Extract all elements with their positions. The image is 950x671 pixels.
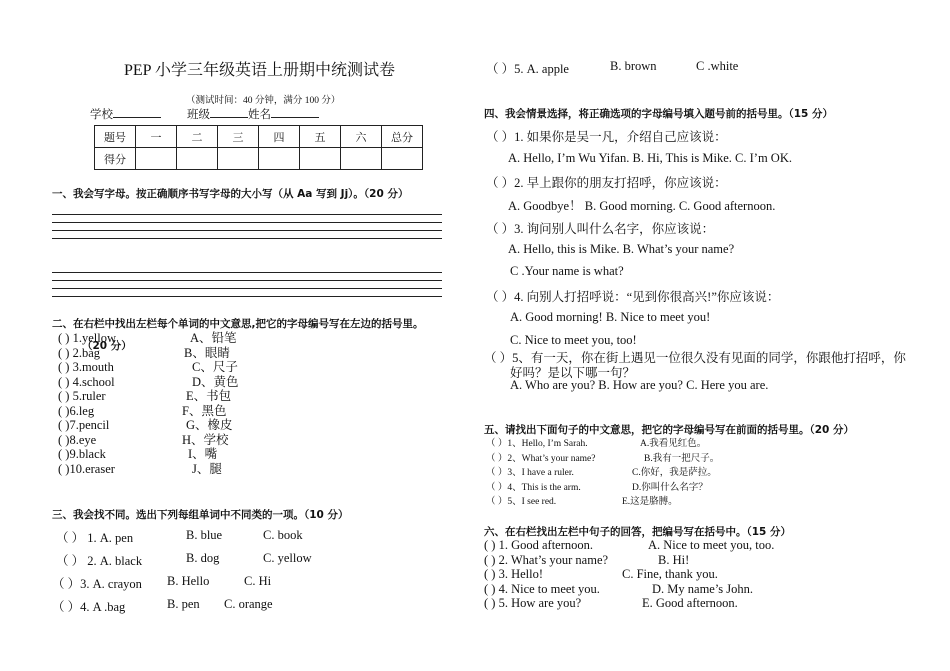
list-item: B.我有一把尺子。 [644, 453, 720, 464]
question-stem: （ ）1. 如果你是吴一凡，介绍自己应该说： [486, 130, 727, 144]
class-label: 班级 [187, 109, 210, 121]
section-2-left-list [58, 331, 116, 476]
list-item: ( ) 3.mouth [58, 360, 114, 374]
score-header-cell: 题号 [95, 126, 136, 148]
list-item: D. My name’s John. [652, 581, 754, 596]
score-table [94, 125, 423, 170]
list-item: C. Fine, thank you. [622, 567, 718, 581]
section-5-heading: 五、请找出下面句子的中文意思，把它的字母编号写在前面的括号里。（20 分） [484, 424, 855, 436]
list-item: ( ) 1. Good afternoon. [484, 538, 593, 552]
score-header-cell: 四 [259, 126, 300, 148]
list-item: ( ) 5.ruler [58, 389, 106, 403]
list-item: A. Nice to meet you, too. [648, 538, 775, 552]
option: C .white [696, 59, 739, 73]
question-stem-cont: 好吗？是以下哪一句？ [510, 366, 636, 380]
score-header-cell: 六 [341, 126, 382, 148]
list-item: A、铅笔 [190, 331, 237, 345]
list-item: ( ) 1.yellow [58, 331, 116, 345]
list-item: J、腿 [192, 461, 222, 476]
options-line: A. Good morning! B. Nice to meet you! [510, 310, 711, 324]
option: B. pen [167, 597, 200, 611]
score-header-cell: 二 [177, 126, 218, 148]
student-fields [90, 106, 319, 122]
score-header-cell: 三 [218, 126, 259, 148]
exam-info: （测试时间：40 分钟，满分 100 分） [186, 96, 341, 106]
list-item: （ ）3、I have a ruler. [486, 468, 574, 479]
list-item: ( ) 3. Hello! [484, 567, 544, 581]
list-item: C.你好，我是萨拉。 [632, 468, 717, 479]
option: B. Hello [167, 574, 210, 588]
question-stem: （ ）3. A. crayon [52, 577, 142, 591]
list-item: G、橡皮 [186, 418, 233, 432]
name-blank[interactable] [271, 117, 319, 118]
options-line: A. Hello, this is Mike. B. What’s your name? [508, 242, 735, 256]
question-stem: （ ）5、有一天，你在街上遇见一位很久没有见面的同学，你跟他打招呼，你 [484, 351, 906, 365]
score-cell[interactable] [300, 148, 341, 170]
section-6-heading: 六、在右栏找出左栏中句子的回答，把编号写在括号中。（15 分） [484, 526, 792, 538]
writing-line[interactable] [52, 222, 442, 223]
writing-line[interactable] [52, 272, 442, 273]
list-item: A.我看见红色。 [640, 439, 707, 449]
list-item: D.你叫什么名字？ [632, 482, 708, 493]
section-6-right-list [600, 538, 774, 611]
list-item: B. Hi! [658, 552, 690, 567]
score-row-label: 得分 [95, 148, 136, 170]
question-stem: （ ） 1. A. pen [56, 531, 134, 545]
list-item: ( ) 2.bag [58, 345, 100, 360]
option: C. yellow [263, 551, 312, 565]
list-item: ( ) 2. What’s your name? [484, 552, 609, 567]
question-row [56, 551, 142, 569]
options-line: C. Nice to meet you, too! [510, 333, 637, 347]
list-item: H、学校 [182, 432, 229, 447]
writing-line[interactable] [52, 214, 442, 215]
list-item: ( )8.eye [58, 432, 97, 447]
class-blank[interactable] [210, 117, 248, 118]
score-header-cell: 一 [136, 126, 177, 148]
question-stem: （ ）4. 向别人打招呼说：“见到你很高兴!”你应该说： [486, 290, 780, 304]
writing-line[interactable] [52, 238, 442, 239]
section-3-heading: 三、我会找不同。选出下列每组单词中不同类的一项。（10 分） [52, 509, 349, 521]
score-table-header-row [95, 126, 423, 148]
question-stem: （ ）2. 早上跟你的朋友打招呼，你应该说： [486, 176, 727, 190]
list-item: E、书包 [186, 389, 232, 403]
option: B. blue [186, 528, 223, 542]
score-table-score-row [95, 148, 423, 170]
score-cell[interactable] [382, 148, 423, 170]
list-item: ( )7.pencil [58, 418, 110, 432]
section-1-heading: 一、我会写字母。按正确顺序书写字母的大小写（从 Aa 写到 Jj）。（20 分） [52, 188, 409, 200]
section-4-heading: 四、我会情景选择，将正确选项的字母编号填入题号前的括号里。（15 分） [484, 108, 834, 120]
section-2-points: （20 分） [82, 340, 132, 352]
list-item: D、黄色 [192, 374, 239, 389]
school-blank[interactable] [113, 117, 161, 118]
question-stem: （ ） 2. A. black [56, 554, 143, 568]
section-5-right-list [622, 437, 719, 510]
list-item: B、眼睛 [184, 345, 230, 360]
writing-line[interactable] [52, 296, 442, 297]
score-cell[interactable] [177, 148, 218, 170]
section-5-left-list [486, 437, 596, 510]
question-row [52, 574, 142, 592]
list-item: （ ）4、This is the arm. [486, 482, 581, 493]
list-item: ( ) 5. How are you? [484, 596, 582, 610]
option: C. orange [224, 597, 273, 611]
list-item: C、尺子 [192, 360, 238, 374]
section-2-right-list [180, 331, 239, 476]
list-item: ( ) 4. Nice to meet you. [484, 581, 600, 596]
question-stem: （ ）4. A .bag [52, 600, 126, 614]
list-item: （ ）1、Hello, I’m Sarah. [486, 439, 588, 449]
list-item: E.这是胳膊。 [622, 497, 678, 508]
name-label: 姓名 [248, 109, 271, 121]
list-item: F、黑色 [182, 403, 227, 418]
writing-line[interactable] [52, 288, 442, 289]
list-item: ( )6.leg [58, 403, 95, 418]
question-row [52, 597, 125, 615]
question-row [56, 528, 133, 546]
options-line: A. Goodbye！ B. Good morning. C. Good afternoon. [508, 199, 776, 213]
list-item: E. Good afternoon. [642, 596, 738, 610]
options-line: C .Your name is what? [510, 264, 624, 278]
score-header-cell: 总分 [382, 126, 423, 148]
list-item: ( )10.eraser [58, 461, 115, 476]
score-header-cell: 五 [300, 126, 341, 148]
score-cell[interactable] [341, 148, 382, 170]
writing-line[interactable] [52, 230, 442, 231]
list-item: ( ) 4.school [58, 374, 115, 389]
option: C. Hi [244, 574, 272, 588]
options-line: A. Hello, I’m Wu Yifan. B. Hi, This is Mike. C. I’m OK. [508, 151, 792, 165]
writing-line[interactable] [52, 280, 442, 281]
list-item: ( )9.black [58, 447, 106, 461]
list-item: （ ）2、What’s your name? [486, 453, 596, 464]
option: C. book [263, 528, 303, 542]
options-line: A. Who are you? B. How are you? C. Here you are. [510, 378, 769, 392]
option: B. dog [186, 551, 220, 565]
score-cell[interactable] [259, 148, 300, 170]
option: B. brown [610, 59, 657, 73]
list-item: I、嘴 [188, 447, 218, 461]
question-row [486, 59, 569, 77]
page-title: PEP 小学三年级英语上册期中统测试卷 [124, 62, 395, 79]
question-stem: （ ）5. A. apple [486, 62, 569, 76]
list-item: （ ）5、I see red. [486, 497, 557, 508]
score-cell[interactable] [136, 148, 177, 170]
score-cell[interactable] [218, 148, 259, 170]
question-stem: （ ）3. 询问别人叫什么名字，你应该说： [486, 222, 715, 236]
section-6-left-list [484, 538, 608, 611]
school-label: 学校 [90, 109, 113, 121]
section-2-heading: 二、在右栏中找出左栏每个单词的中文意思,把它的字母编号写在左边的括号里。 [52, 318, 424, 330]
